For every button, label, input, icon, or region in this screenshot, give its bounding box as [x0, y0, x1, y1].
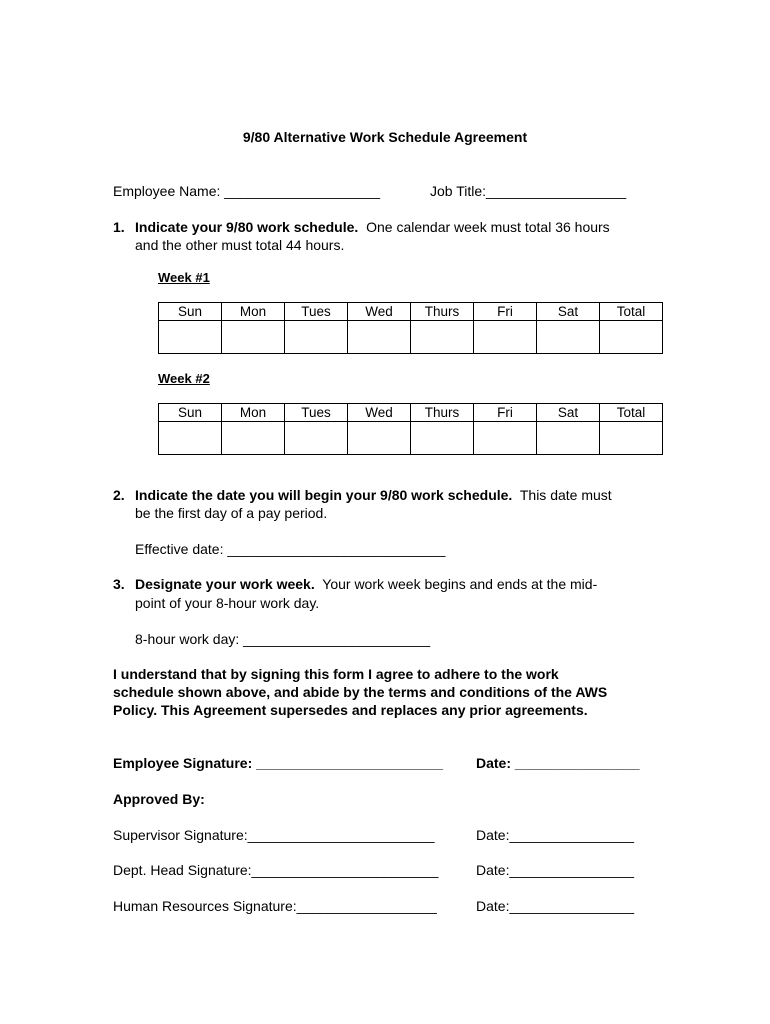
week-2-header-sat: Sat — [537, 404, 600, 422]
page-title: 9/80 Alternative Work Schedule Agreement — [242, 129, 528, 145]
dept-head-date-field[interactable]: ________________ — [509, 862, 635, 878]
week-1-cell-wed[interactable] — [348, 321, 411, 354]
week-1-cell-mon[interactable] — [222, 321, 285, 354]
work-day-line[interactable] — [135, 631, 430, 647]
hr-signature-label: Human Resources Signature: — [113, 898, 297, 914]
dept-head-signature-line[interactable] — [113, 862, 438, 878]
week-1-cell-tues[interactable] — [285, 321, 348, 354]
supervisor-signature-field[interactable]: ________________________ — [247, 827, 435, 843]
effective-date-label: Effective date: — [135, 541, 224, 557]
hr-date-field[interactable]: ________________ — [509, 898, 635, 914]
dept-head-date-label: Date: — [476, 862, 510, 878]
week-2-header-wed: Wed — [348, 404, 411, 422]
week-1-cell-fri[interactable] — [474, 321, 537, 354]
item-3-heading: Designate your work week. — [135, 576, 315, 592]
week-2-cell-total[interactable] — [600, 422, 663, 455]
hr-date-label: Date: — [476, 898, 510, 914]
week-2-input-row — [159, 422, 663, 455]
employee-signature-label: Employee Signature: — [113, 755, 253, 771]
dept-head-date-line[interactable] — [476, 862, 634, 878]
employee-date-field[interactable]: ________________ — [514, 755, 640, 771]
job-title-label: Job Title: — [430, 183, 487, 199]
employee-date-line[interactable] — [476, 755, 639, 771]
item-1-text: One calendar week must total 36 hours — [366, 219, 610, 235]
week-1-header-wed: Wed — [348, 303, 411, 321]
item-2-text: This date must — [519, 487, 612, 503]
week-1-header-tues: Tues — [285, 303, 348, 321]
employee-signature-field[interactable]: ________________________ — [256, 755, 444, 771]
item-1-number: 1. — [113, 219, 125, 235]
work-day-label: 8-hour work day: — [135, 631, 240, 647]
week-2-header-sun: Sun — [159, 404, 222, 422]
week-2-cell-wed[interactable] — [348, 422, 411, 455]
item-1 — [113, 219, 610, 235]
agreement-line-1: I understand that by signing this form I agree to adhere to the work — [113, 666, 559, 682]
supervisor-date-field[interactable]: ________________ — [509, 827, 635, 843]
week-1-header-row — [159, 303, 663, 321]
item-3 — [113, 576, 597, 592]
week-2-cell-sun[interactable] — [159, 422, 222, 455]
week-1-header-total: Total — [600, 303, 663, 321]
job-title-field[interactable]: __________________ — [486, 183, 627, 199]
week-2-cell-sat[interactable] — [537, 422, 600, 455]
item-2 — [113, 487, 612, 503]
supervisor-signature-label: Supervisor Signature: — [113, 827, 248, 843]
week-1-header-sat: Sat — [537, 303, 600, 321]
item-3-number: 3. — [113, 576, 125, 592]
week-1-header-thurs: Thurs — [411, 303, 474, 321]
employee-date-label: Date: — [476, 755, 512, 771]
dept-head-signature-label: Dept. Head Signature: — [113, 862, 252, 878]
week-1-cell-sun[interactable] — [159, 321, 222, 354]
item-1-heading: Indicate your 9/80 work schedule. — [135, 219, 359, 235]
week-1-header-fri: Fri — [474, 303, 537, 321]
week-2-cell-thurs[interactable] — [411, 422, 474, 455]
supervisor-date-label: Date: — [476, 827, 510, 843]
week-2-header-thurs: Thurs — [411, 404, 474, 422]
week-1-header-mon: Mon — [222, 303, 285, 321]
week-2-cell-mon[interactable] — [222, 422, 285, 455]
week-2-cell-fri[interactable] — [474, 422, 537, 455]
week-2-cell-tues[interactable] — [285, 422, 348, 455]
week-2-header-fri: Fri — [474, 404, 537, 422]
week-1-input-row — [159, 321, 663, 354]
agreement-line-3: Policy. This Agreement supersedes and replaces any prior agreements. — [113, 702, 588, 718]
item-1-text-cont: and the other must total 44 hours. — [135, 237, 345, 253]
week-1-cell-thurs[interactable] — [411, 321, 474, 354]
employee-name-field[interactable]: ____________________ — [224, 183, 381, 199]
item-2-heading: Indicate the date you will begin your 9/80 work schedule. — [135, 487, 513, 503]
effective-date-line[interactable] — [135, 541, 445, 557]
approved-by-heading: Approved By: — [113, 791, 205, 807]
hr-signature-field[interactable]: __________________ — [296, 898, 437, 914]
week-2-header-tues: Tues — [285, 404, 348, 422]
item-2-number: 2. — [113, 487, 125, 503]
week-2-header-total: Total — [600, 404, 663, 422]
job-title-line[interactable] — [430, 183, 626, 199]
week-2-header-mon: Mon — [222, 404, 285, 422]
item-2-text-cont: be the first day of a pay period. — [135, 505, 328, 521]
week-1-header-sun: Sun — [159, 303, 222, 321]
employee-name-label: Employee Name: — [113, 183, 221, 199]
supervisor-date-line[interactable] — [476, 827, 634, 843]
week-2-label: Week #2 — [158, 371, 210, 386]
week-1-cell-sat[interactable] — [537, 321, 600, 354]
item-3-text-cont: point of your 8-hour work day. — [135, 595, 320, 611]
agreement-line-2: schedule shown above, and abide by the terms and conditions of the AWS — [113, 684, 608, 700]
hr-date-line[interactable] — [476, 898, 634, 914]
work-day-field[interactable]: ________________________ — [243, 631, 431, 647]
supervisor-signature-line[interactable] — [113, 827, 435, 843]
item-3-text: Your work week begins and ends at the mid- — [322, 576, 598, 592]
employee-name-line[interactable] — [113, 183, 380, 199]
hr-signature-line[interactable] — [113, 898, 437, 914]
week-2-header-row — [159, 404, 663, 422]
week-1-label: Week #1 — [158, 270, 210, 285]
week-2-table — [158, 403, 663, 455]
effective-date-field[interactable]: ____________________________ — [227, 541, 446, 557]
employee-signature-line[interactable] — [113, 755, 443, 771]
week-1-table — [158, 302, 663, 354]
week-1-cell-total[interactable] — [600, 321, 663, 354]
dept-head-signature-field[interactable]: ________________________ — [251, 862, 439, 878]
